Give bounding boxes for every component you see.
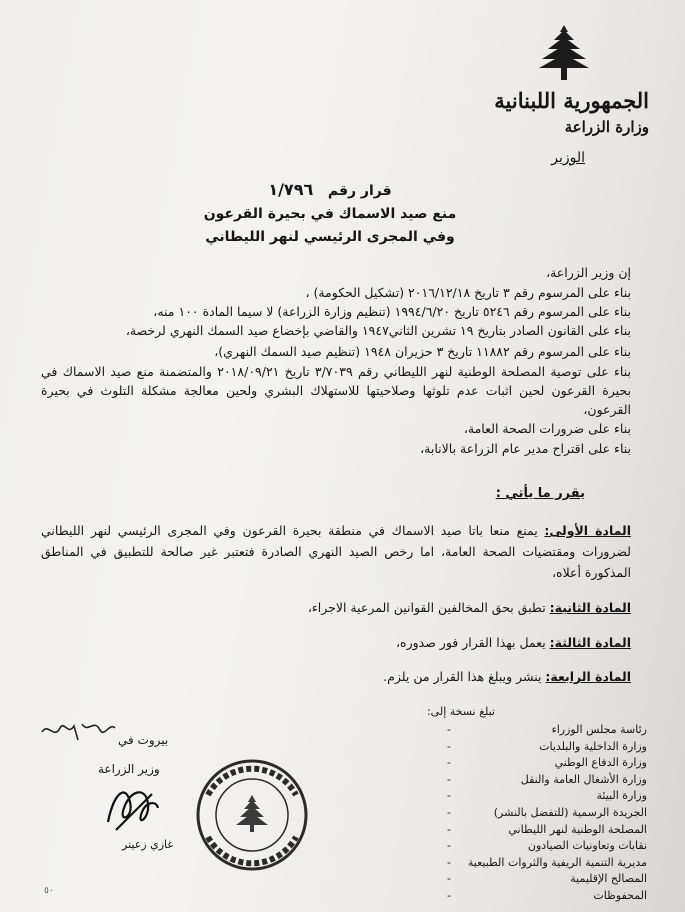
article-label: المادة الثانية: (549, 600, 631, 615)
page-mark: ٥٠ (44, 886, 54, 896)
list-item: وزارة البيئة - (447, 789, 647, 803)
list-item: المحفوظات - (447, 888, 647, 902)
republic-header: الجمهورية اللبنانية (494, 88, 649, 113)
decision-title-block (180, 178, 480, 249)
article-label: المادة الثالثة: (549, 635, 631, 650)
article-3 (41, 632, 631, 653)
article-text: يعمل بهذا القرار فور صدوره، (395, 635, 550, 650)
list-item: الجريدة الرسمية (للتفضل بالنشر) - (447, 805, 647, 819)
distribution-list (439, 722, 649, 905)
decision-number-line (180, 178, 480, 203)
list-item: وزارة الأشغال العامة والنقل - (447, 772, 647, 786)
list-item: المصالح الإقليمية - (447, 872, 647, 886)
preamble-opening: إن وزير الزراعة، (546, 265, 631, 280)
decision-title-line1: منع صيد الاسماك في بحيرة القرعون (203, 206, 457, 222)
list-item: مديرية التنمية الريفية والثروات الطبيعية - (447, 855, 647, 869)
preamble-line: بناء على المرسوم رقم ١١٨٨٢ تاريخ ٣ حزيران ١٩٤٨ (تنظيم صيد السمك النهري)، (214, 344, 631, 359)
list-item: رئاسة مجلس الوزراء - (447, 723, 647, 736)
preamble-line: بناء على المرسوم رقم ٥٢٤٦ تاريخ ١٩٩٤/٦/٢٠ (تنظيم وزارة الزراعة) لا سيما المادة ١٠٠ منه، (153, 304, 631, 319)
handwritten-date (38, 710, 118, 748)
list-item: المصلحة الوطنية لنهر الليطاني - (447, 822, 647, 836)
distribution-label: تبلغ نسخة إلى: (426, 705, 495, 718)
decision-number-label: قرار رقم (327, 183, 392, 199)
ministry-stamp (192, 755, 312, 875)
article-2 (41, 597, 631, 618)
article-4 (41, 666, 631, 687)
article-text: تطبق بحق المخالفين القوانين المرعية الاجراء، (307, 600, 550, 615)
article-label: المادة الرابعة: (545, 669, 631, 684)
signatory-title: وزير الزراعة (98, 762, 160, 776)
preamble-line: بناء على المرسوم رقم ٣ تاريخ ٢٠١٦/١٢/١٨ (تشكيل الحكومة) ، (305, 285, 631, 300)
list-item: وزارة الداخلية والبلديات - (447, 739, 647, 753)
preamble-line: بناء على توصية المصلحة الوطنية لنهر الليطاني رقم ٣/٧٠٣٩ تاريخ ٢٠١٨/٠٩/٢١ والمتضمنة منع صيد الاسماك في بحيرة القرعون لحين اثبات عدم تلوثها وصلاحيتها للاستهلاك البشري ولحين معالجة مشكلة التلوث في بحيرة القرعون، (41, 364, 631, 417)
preamble-line: بناء على القانون الصادر بتاريخ ١٩ تشرين الثاني١٩٤٧ والقاضي بإخضاع صيد السمك النهري لرخصة، (125, 323, 631, 338)
cedar-emblem (538, 22, 590, 82)
minister-header: الوزير (551, 150, 585, 166)
ministry-header: وزارة الزراعة (564, 118, 649, 136)
article-text: ينشر ويبلغ هذا القرار من يلزم. (383, 669, 546, 684)
preamble-line: بناء على اقتراح مدير عام الزراعة بالانابة، (420, 441, 631, 456)
decision-number: ١/٧٩٦ (268, 180, 314, 199)
article-1 (41, 520, 631, 583)
decision-title-line2: وفي المجرى الرئيسي لنهر الليطاني (205, 229, 455, 245)
resolves-heading: يقرر ما يأتي : (495, 486, 585, 501)
list-item: نقابات وتعاونيات الصيادون - (447, 839, 647, 853)
article-text: يمنع منعا باتا صيد الاسماك في منطقة بحيرة القرعون وفي المجرى الرئيسي لنهر الليطاني لضرورات ومقتضيات الصحة العامة، اما رخص الصيد النهري الصادرة فتعتبر غير صالحة للتطبيق في المناطق المذكورة أعلاه، (41, 523, 631, 580)
list-item: وزارة الدفاع الوطني - (447, 756, 647, 770)
place-date-label: بيروت في (118, 733, 169, 747)
preamble-line: بناء على ضرورات الصحة العامة، (463, 421, 631, 436)
article-label: المادة الأولى: (544, 523, 631, 538)
signatory-name: غازي زعيتر (122, 838, 174, 851)
signature-mark (96, 772, 168, 844)
